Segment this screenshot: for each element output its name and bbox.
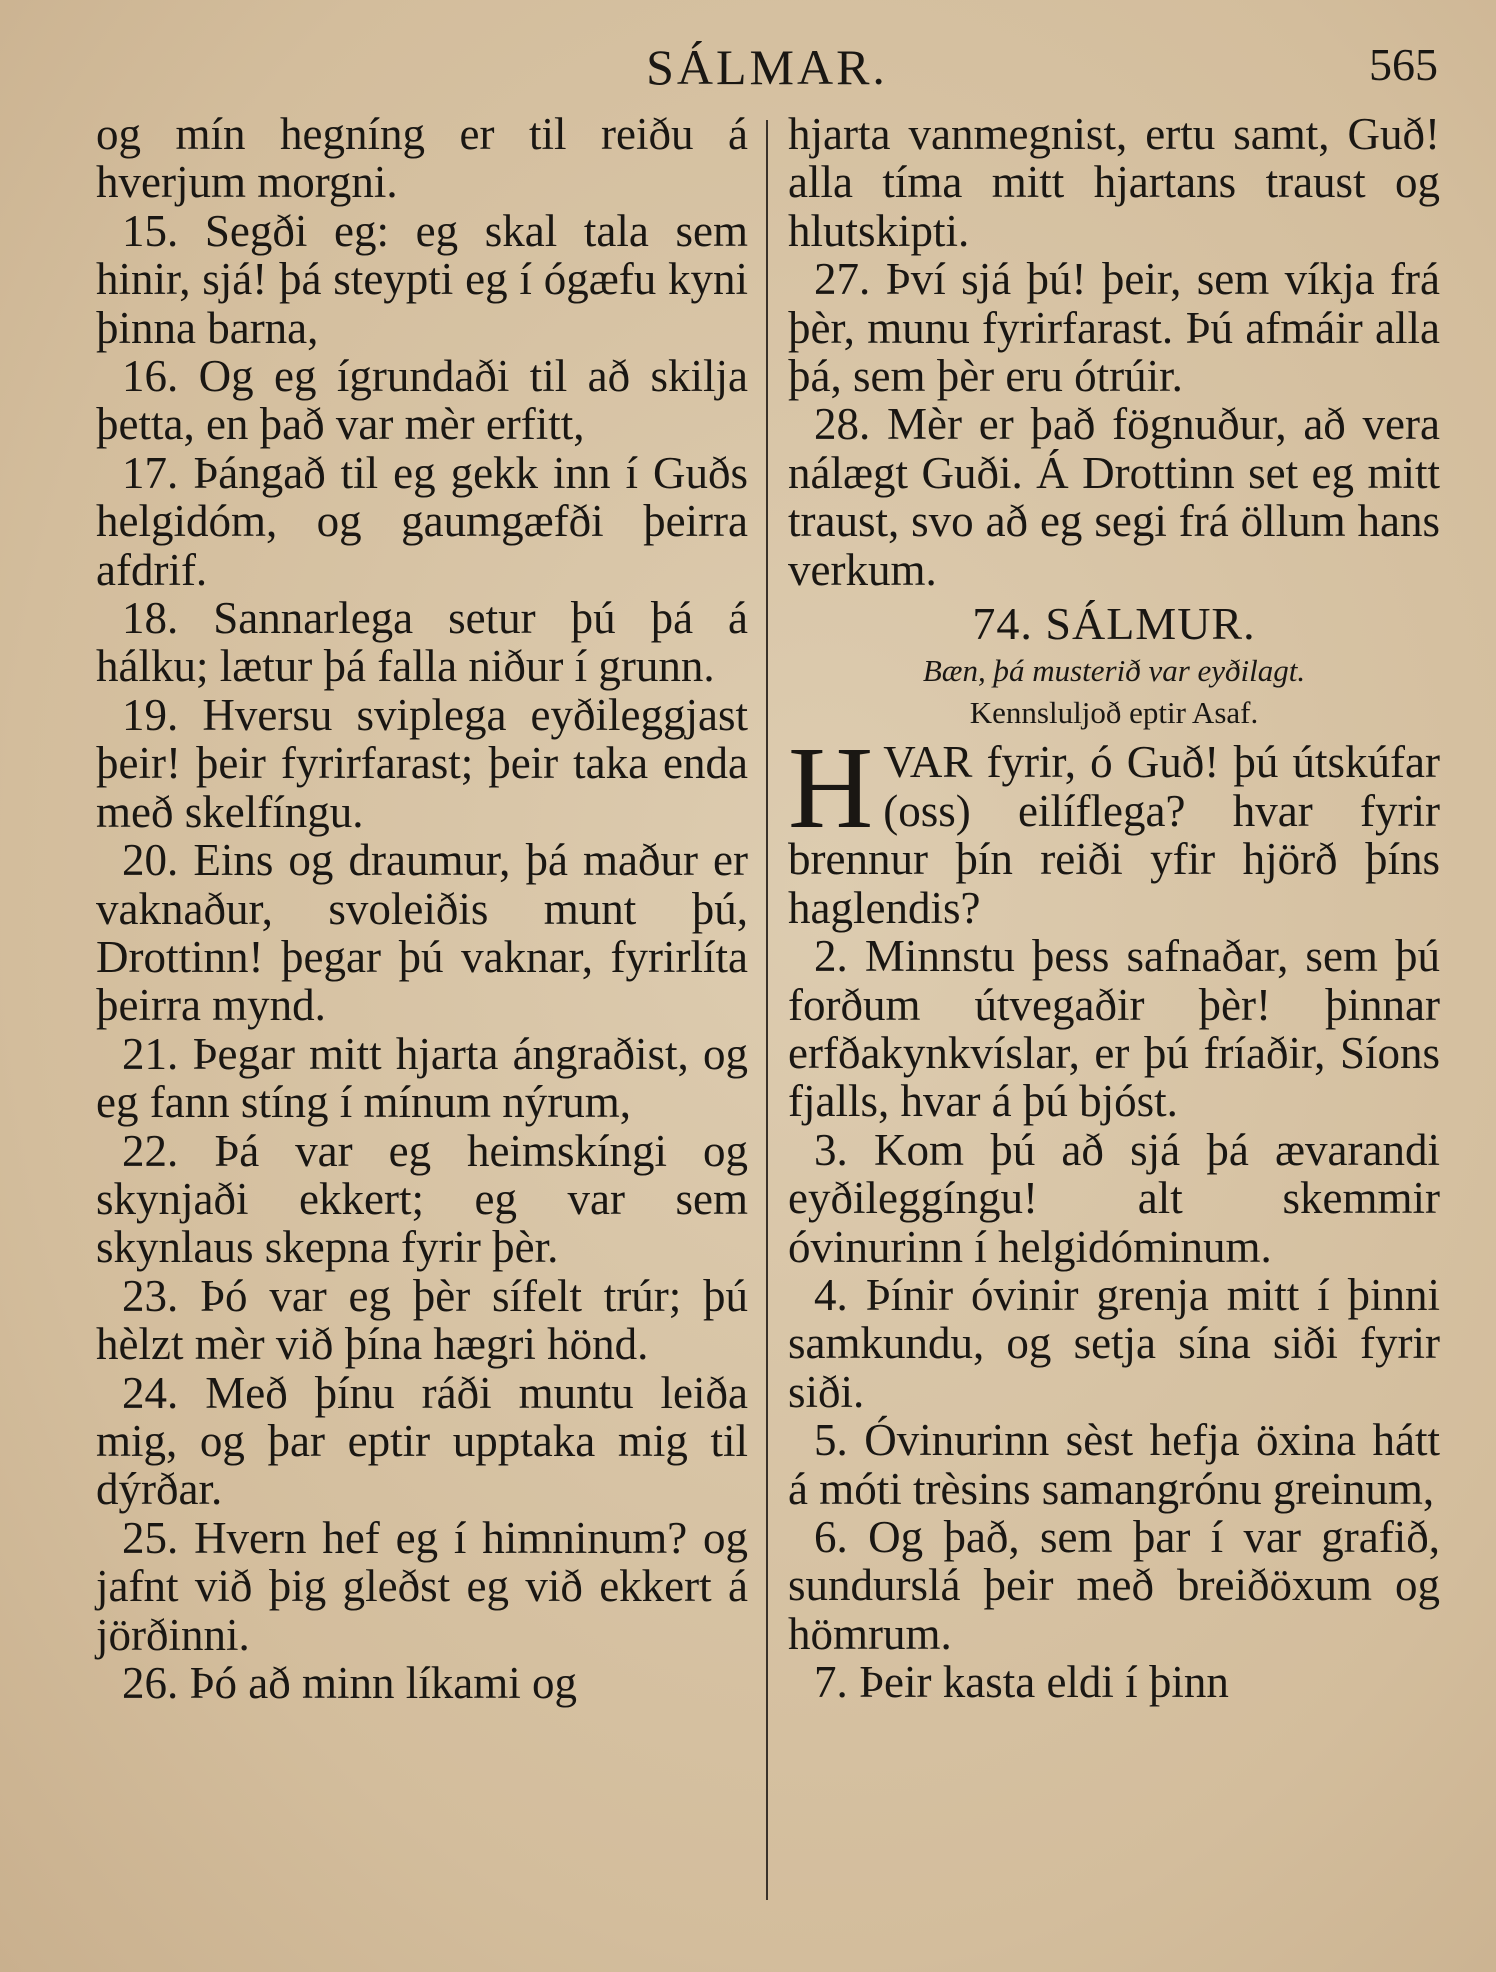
right-column-verses-after (788, 932, 1440, 1707)
psalm-attribution: Kennsluljoð eptir Asaf. (969, 695, 1259, 731)
drop-cap: H (788, 722, 874, 854)
verse: 25. Hvern hef eg í himninum? og jafnt við þig gleðst eg við ekkert á jörðinni. (96, 1512, 748, 1660)
page-header (96, 38, 1438, 98)
verse: 24. Með þínu ráði muntu leiða mig, og þar eptir upptaka mig til dýrðar. (96, 1367, 748, 1515)
verse: 5. Óvinurinn sèst hefja öxina hátt á móti trèsins samangrónu greinum, (788, 1415, 1440, 1514)
verse: 20. Eins og draumur, þá maður er vaknaður, svoleiðis munt þú, Drottinn! þegar þú vaknar, fyrirlíta þeirra mynd. (96, 835, 748, 1031)
column-divider (766, 120, 768, 1900)
right-column-verses-before (788, 110, 1440, 594)
verse: 28. Mèr er það fögnuður, að vera nálægt Guði. Á Drottinn set eg mitt traust, svo að eg segi frá öllum hans verkum. (788, 399, 1440, 595)
verse: 3. Kom þú að sjá þá ævarandi eyðileggíngu! alt skemmir óvinurinn í helgidóminum. (788, 1124, 1440, 1272)
continued-text: hjarta vanmegnist, ertu samt, Guð! alla tíma mitt hjartans traust og hlutskipti. (788, 109, 1440, 256)
continued-text: og mín hegníng er til reiðu á hverjum morgni. (96, 109, 748, 208)
verse: 15. Segði eg: eg skal tala sem hinir, sjá! þá steypti eg í ógæfu kyni þinna barna, (96, 205, 748, 353)
psalm-heading: 74. SÁLMUR. (972, 598, 1256, 650)
verse: 2. Minnstu þess safnaðar, sem þú forðum útvegaðir þèr! þinnar erfðakynkvíslar, er þú fríaðir, Síons fjalls, hvar á þú bjóst. (788, 931, 1440, 1127)
verse: 7. Þeir kasta eldi í þinn (814, 1657, 1229, 1708)
running-title: SÁLMAR. (646, 39, 888, 95)
right-column (788, 110, 1440, 1707)
psalm-subtitle: Bæn, þá musterið var eyðilagt. (922, 653, 1306, 689)
psalm-first-verse (788, 722, 1440, 933)
verse: 19. Hversu sviplega eyðileggjast þeir! þeir fyrirfarast; þeir taka enda með skelfíngu. (96, 689, 748, 837)
verse: 17. Þángað til eg gekk inn í Guðs helgidóm, og gaumgæfði þeirra afdrif. (96, 447, 748, 595)
verse: 6. Og það, sem þar í var grafið, sundurslá þeir með breiðöxum og hömrum. (788, 1511, 1440, 1659)
verse: 21. Þegar mitt hjarta ángraðist, og eg fann stíng í mínum nýrum, (96, 1028, 748, 1128)
left-column (96, 110, 748, 1707)
first-verse-text: VAR fyrir, ó Guð! þú útskúfar (oss) eilíflega? hvar fyrir brennur þín reiði yfir hjörð þíns haglendis? (788, 737, 1440, 933)
page-number: 565 (1369, 39, 1438, 90)
verse: 26. Þó að minn líkami og (122, 1658, 577, 1708)
verse: 22. Þá var eg heimskíngi og skynjaði ekkert; eg var sem skynlaus skepna fyrir þèr. (96, 1125, 748, 1273)
verse: 16. Og eg ígrundaði til að skilja þetta, en það var mèr erfitt, (96, 351, 748, 450)
verse: 23. Þó var eg þèr sífelt trúr; þú hèlzt mèr við þína hægri hönd. (96, 1270, 748, 1370)
verse: 4. Þínir óvinir grenja mitt í þinni samkundu, og setja sína siði fyrir siði. (788, 1269, 1440, 1417)
verse: 18. Sannarlega setur þú þá á hálku; lætur þá falla niður í grunn. (96, 593, 748, 692)
verse: 27. Því sjá þú! þeir, sem víkja frá þèr, munu fyrirfarast. Þú afmáir alla þá, sem þèr eru ótrúir. (788, 254, 1440, 402)
